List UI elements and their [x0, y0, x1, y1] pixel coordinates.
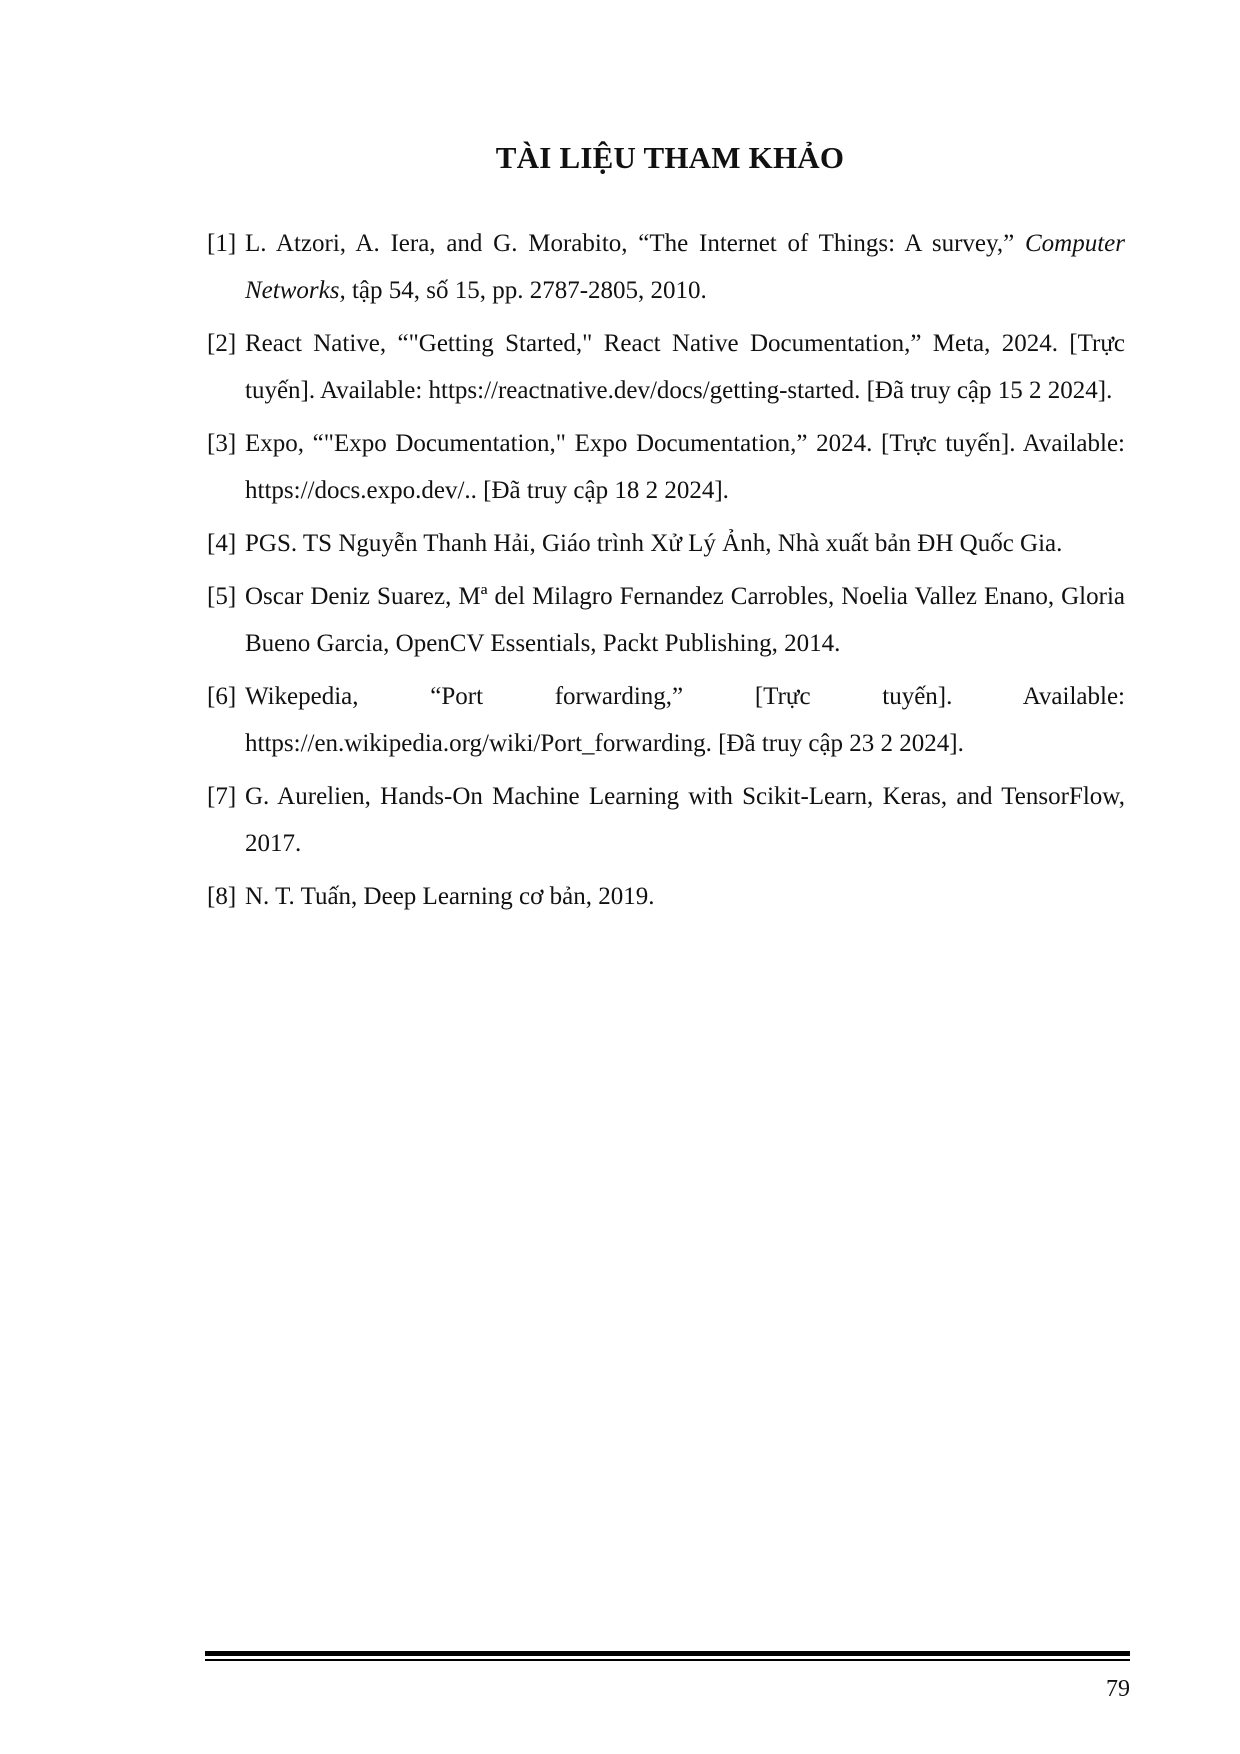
- reference-item-2: [207, 320, 1125, 414]
- reference-text: Oscar Deniz Suarez, Mª del Milagro Fernandez Carrobles, Noelia Vallez Enano, Gloria Bueno Garcia, OpenCV Essentials, Packt Publishing, 2014.: [245, 583, 1125, 657]
- reference-number: [2]: [207, 330, 237, 357]
- reference-number: [6]: [207, 683, 237, 710]
- reference-text: Wikepedia, “Port forwarding,” [Trực tuyến]. Available: https://en.wikipedia.org/wiki/Port_forwarding. [Đã truy cập 23 2 2024].: [245, 683, 1125, 757]
- reference-text: React Native, “"Getting Started," React Native Documentation,” Meta, 2024. [Trực tuyến]. Available: https://reactnative.dev/docs/getting-started. [Đã truy cập 15 2 2024].: [245, 330, 1125, 404]
- reference-item-7: [207, 773, 1125, 867]
- reference-item-4: [207, 520, 1125, 567]
- page-number: 79: [1106, 1676, 1130, 1702]
- reference-item-1: [207, 220, 1125, 314]
- reference-journal: Computer Networks,: [245, 230, 1125, 304]
- reference-item-8: [207, 873, 1125, 920]
- reference-item-3: [207, 420, 1125, 514]
- reference-text: PGS. TS Nguyễn Thanh Hải, Giáo trình Xử Lý Ảnh, Nhà xuất bản ĐH Quốc Gia.: [245, 530, 1063, 557]
- reference-number: [4]: [207, 530, 237, 557]
- reference-text: N. T. Tuấn, Deep Learning cơ bản, 2019.: [245, 883, 655, 910]
- reference-text-tail: tập 54, số 15, pp. 2787-2805, 2010.: [345, 277, 707, 304]
- footer-divider-thin: [205, 1659, 1130, 1661]
- reference-item-5: [207, 573, 1125, 667]
- reference-number: [7]: [207, 783, 237, 810]
- footer-divider-thick: [205, 1651, 1130, 1656]
- reference-text: G. Aurelien, Hands-On Machine Learning with Scikit-Learn, Keras, and TensorFlow, 2017.: [245, 783, 1125, 857]
- page-title: TÀI LIỆU THAM KHẢO: [495, 140, 845, 175]
- reference-number: [1]: [207, 230, 237, 257]
- reference-number: [8]: [207, 883, 237, 910]
- reference-text: Expo, “"Expo Documentation," Expo Documentation,” 2024. [Trực tuyến]. Available: https://docs.expo.dev/.. [Đã truy cập 18 2 2024].: [245, 430, 1125, 504]
- reference-text: L. Atzori, A. Iera, and G. Morabito, “The Internet of Things: A survey,”: [245, 230, 1025, 257]
- reference-number: [5]: [207, 583, 237, 610]
- reference-number: [3]: [207, 430, 237, 457]
- reference-list: [207, 220, 1125, 926]
- reference-item-6: [207, 673, 1125, 767]
